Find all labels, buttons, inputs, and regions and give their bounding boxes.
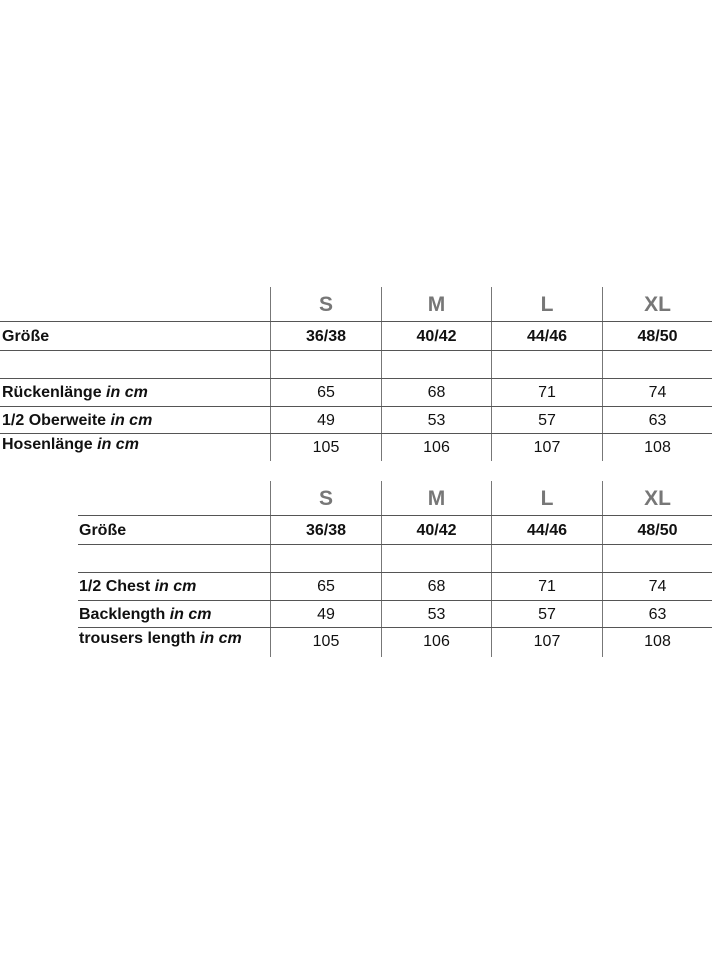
measurement-value: 63 [648, 412, 667, 429]
measurement-value: 65 [317, 384, 335, 401]
size-number: 36/38 [305, 522, 347, 539]
measurement-row [0, 379, 712, 407]
measurement-value: 68 [427, 384, 446, 401]
size-number: 48/50 [637, 328, 678, 345]
size-l-header: L [540, 293, 554, 316]
size-row-label: Größe [2, 328, 50, 345]
size-number-row [78, 517, 712, 545]
measurement-label: Hosenlänge in cm [2, 436, 139, 453]
size-s-header: S [318, 293, 333, 316]
measurement-value: 53 [427, 606, 446, 623]
size-number: 40/42 [416, 522, 457, 539]
measurement-label: 1/2 Oberweite in cm [2, 412, 153, 429]
row-divider [0, 321, 712, 322]
measurement-value: 71 [538, 384, 556, 401]
size-number: 48/50 [637, 522, 678, 539]
size-number: 36/38 [305, 328, 347, 345]
size-letter-row [78, 485, 712, 513]
size-table-english [78, 481, 712, 657]
size-xl-header: XL [644, 293, 671, 316]
measurement-value: 108 [644, 633, 671, 650]
measurement-value: 107 [533, 633, 561, 650]
size-m-header: M [427, 487, 446, 510]
measurement-value: 74 [648, 384, 667, 401]
size-number: 40/42 [416, 328, 457, 345]
measurement-value: 49 [317, 606, 335, 623]
measurement-row [0, 434, 712, 462]
measurement-value: 57 [538, 606, 556, 623]
size-m-header: M [427, 293, 446, 316]
measurement-value: 71 [538, 578, 556, 595]
measurement-label: Rückenlänge in cm [2, 384, 148, 401]
measurement-value: 63 [648, 606, 667, 623]
size-number: 44/46 [526, 522, 568, 539]
row-divider [78, 515, 712, 516]
measurement-value: 107 [533, 439, 561, 456]
measurement-value: 57 [538, 412, 556, 429]
measurement-row [78, 573, 712, 601]
measurement-label: Backlength in cm [79, 606, 212, 623]
measurement-value: 108 [644, 439, 671, 456]
size-number-row [0, 323, 712, 351]
measurement-value: 105 [312, 439, 340, 456]
measurement-value: 105 [312, 633, 340, 650]
size-letter-row [0, 291, 712, 319]
measurement-value: 68 [427, 578, 446, 595]
measurement-label: trousers length in cm [79, 630, 242, 647]
row-divider [78, 544, 712, 545]
measurement-value: 106 [423, 633, 450, 650]
measurement-row [78, 628, 712, 656]
size-number: 44/46 [526, 328, 568, 345]
measurement-value: 49 [317, 412, 335, 429]
size-table-german [0, 287, 712, 461]
size-xl-header: XL [644, 487, 671, 510]
row-divider [0, 350, 712, 351]
measurement-label: 1/2 Chest in cm [79, 578, 197, 595]
size-row-label: Größe [79, 522, 127, 539]
measurement-value: 74 [648, 578, 667, 595]
size-s-header: S [318, 487, 333, 510]
measurement-value: 65 [317, 578, 335, 595]
measurement-value: 106 [423, 439, 450, 456]
measurement-value: 53 [427, 412, 446, 429]
size-l-header: L [540, 487, 554, 510]
